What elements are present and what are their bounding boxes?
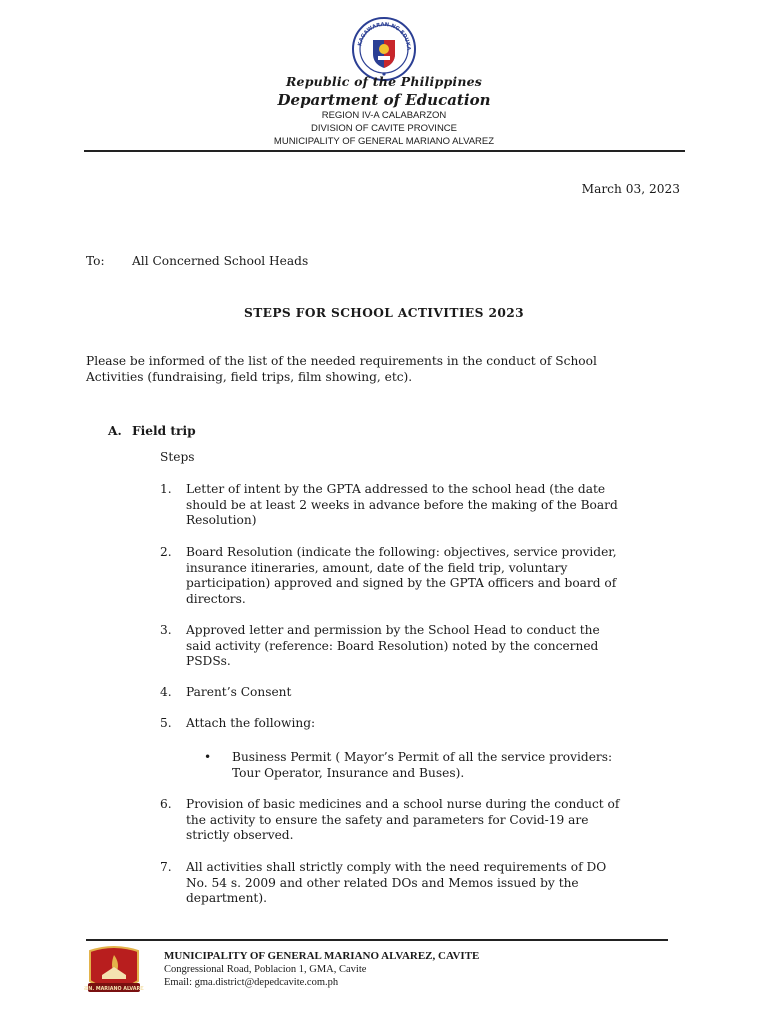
intro-line: Please be informed of the list of the needed requirements in the conduct of School	[86, 354, 597, 368]
step-line: All activities shall strictly comply with the need requirements of DO	[186, 860, 607, 874]
step-line: the activity to ensure the safety and parameters for Covid-19 are	[186, 812, 589, 827]
step-line: said activity (reference: Board Resolution) noted by the concerned	[186, 638, 599, 653]
step-item	[160, 860, 680, 907]
step-number: 3.	[160, 623, 172, 637]
step-item	[160, 545, 680, 607]
step-number: 2.	[160, 545, 172, 559]
gma-district-logo	[84, 945, 144, 997]
step-line: PSDSs.	[186, 654, 231, 669]
step-line: Resolution)	[186, 513, 257, 528]
bullet-item	[204, 750, 664, 781]
step-line: directors.	[186, 591, 246, 606]
division-line: DIVISION OF CAVITE PROVINCE	[310, 123, 458, 134]
to-recipients: All Concerned School Heads	[132, 254, 309, 268]
bullet-text	[232, 750, 664, 781]
step-item	[160, 797, 680, 844]
step-text	[186, 482, 680, 529]
bullet-symbol: •	[204, 750, 212, 764]
bullet-line: Business Permit ( Mayor’s Permit of all the service providers:	[232, 750, 613, 764]
step-line: Provision of basic medicines and a school nurse during the conduct of	[186, 797, 620, 811]
republic-line: Republic of the Philippines	[285, 74, 483, 89]
region-line: REGION IV-A CALABARZON	[321, 110, 447, 121]
step-item	[160, 716, 680, 732]
intro-line: Activities (fundraising, field trips, film showing, etc).	[86, 369, 413, 384]
footer-email: Email: gma.district@depedcavite.com.ph	[164, 977, 339, 988]
step-text	[186, 797, 680, 844]
step-item	[160, 623, 680, 670]
step-number: 1.	[160, 482, 172, 496]
step-line: department).	[186, 891, 267, 906]
deped-seal	[351, 16, 417, 82]
step-text	[186, 860, 680, 907]
logo-text: GEN. MARIANO ALVAREZ	[84, 987, 144, 992]
step-number: 7.	[160, 860, 172, 874]
step-text	[186, 545, 680, 607]
seal-text: KAGAWARAN NG EDUKA	[357, 21, 412, 51]
department-title: Department of Education	[277, 91, 491, 109]
step-line: Letter of intent by the GPTA addressed to the school head (the date	[186, 482, 606, 496]
step-number: 6.	[160, 797, 172, 811]
municipality-line: MUNICIPALITY OF GENERAL MARIANO ALVAREZ	[273, 136, 495, 147]
section-heading	[108, 424, 196, 440]
step-item	[160, 482, 680, 529]
memo-date: March 03, 2023	[581, 182, 680, 196]
header-divider	[84, 150, 685, 152]
steps-label: Steps	[160, 450, 195, 464]
section-title: Field trip	[132, 424, 196, 438]
footer-divider	[86, 939, 668, 941]
step-line: Attach the following:	[186, 716, 316, 730]
footer-address: Congressional Road, Poblacion 1, GMA, Cavite	[164, 964, 367, 975]
step-text	[186, 685, 680, 701]
step-line: Approved letter and permission by the School Head to conduct the	[186, 623, 600, 637]
step-number: 5.	[160, 716, 172, 730]
memo-title: STEPS FOR SCHOOL ACTIVITIES 2023	[244, 306, 524, 320]
step-item	[160, 685, 680, 701]
bullet-line: Tour Operator, Insurance and Buses).	[232, 765, 465, 780]
to-label: To:	[86, 254, 105, 268]
step-line: strictly observed.	[186, 828, 294, 843]
step-text	[186, 716, 680, 732]
step-text	[186, 623, 680, 670]
intro-paragraph	[86, 354, 686, 385]
section-letter: A.	[108, 424, 122, 438]
step-line: should be at least 2 weeks in advance before the making of the Board	[186, 497, 618, 512]
step-line: insurance itineraries, amount, date of the field trip, voluntary	[186, 560, 568, 575]
step-line: Parent’s Consent	[186, 685, 292, 699]
step-line: Board Resolution (indicate the following: objectives, service provider,	[186, 545, 617, 559]
step-line: No. 54 s. 2009 and other related DOs and Memos issued by the	[186, 875, 579, 890]
footer-office-name: MUNICIPALITY OF GENERAL MARIANO ALVAREZ, CAVITE	[164, 950, 480, 962]
step-line: participation) approved and signed by the GPTA officers and board of	[186, 576, 617, 591]
step-number: 4.	[160, 685, 172, 699]
